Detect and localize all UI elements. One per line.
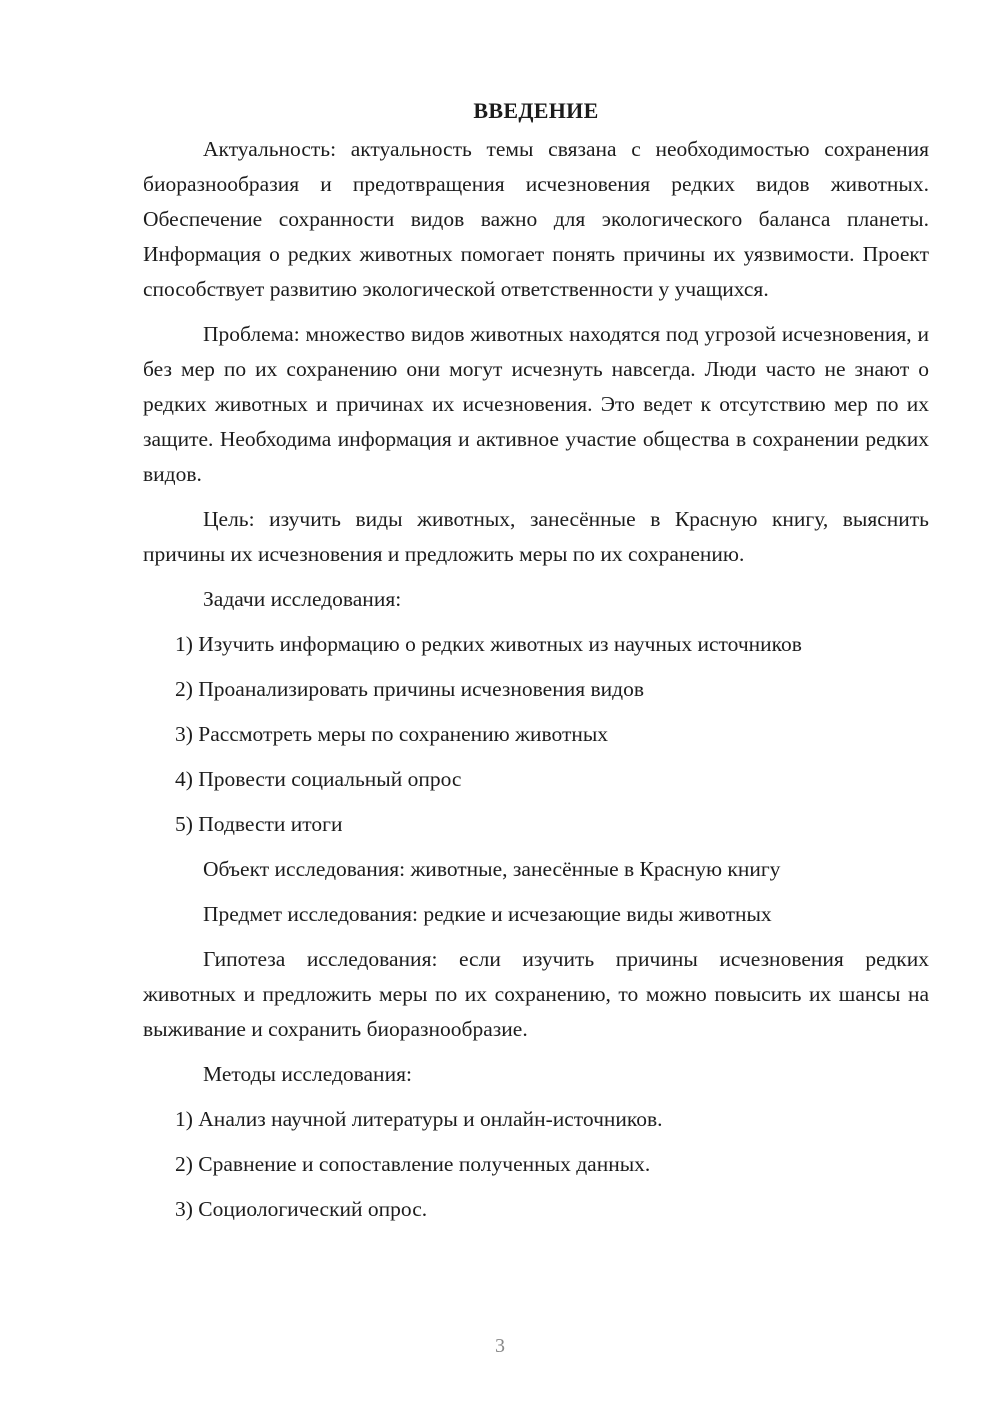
task-item: 5) Подвести итоги	[175, 812, 343, 836]
problem-paragraph: Проблема: множество видов животных находятся под угрозой исчезновения, и без мер по их сохранению они могут исчезнуть навсегда. Люди часто не знают о редких животных и причинах их исчезновения. Это ведет к отсутствию мер по их защите. Необходима информация и активное участие общества в сохранении редких видов.	[143, 322, 929, 486]
research-subject: Предмет исследования: редкие и исчезающие виды животных	[203, 902, 772, 926]
hypothesis-paragraph: Гипотеза исследования: если изучить причины исчезновения редких животных и предложить меры по их сохранению, то можно повысить их шансы на выживание и сохранить биоразнообразие.	[143, 947, 929, 1041]
page-number: 3	[495, 1335, 505, 1357]
task-item: 2) Проанализировать причины исчезновения видов	[175, 677, 644, 701]
relevance-paragraph: Актуальность: актуальность темы связана с необходимостью сохранения биоразнообразия и предотвращения исчезновения редких видов животных. Обеспечение сохранности видов важно для экологического баланса планеты. Информация о редких животных помогает понять причины их уязвимости. Проект способствует развитию экологической ответственности у учащихся.	[143, 137, 929, 301]
section-title: ВВЕДЕНИЕ	[473, 98, 599, 123]
goal-paragraph: Цель: изучить виды животных, занесённые в Красную книгу, выяснить причины их исчезновения и предложить меры по их сохранению.	[143, 507, 929, 566]
task-item: 3) Рассмотреть меры по сохранению животных	[175, 722, 609, 746]
method-item: 1) Анализ научной литературы и онлайн-источников.	[175, 1107, 663, 1131]
methods-heading: Методы исследования:	[203, 1062, 412, 1086]
task-item: 1) Изучить информацию о редких животных из научных источников	[175, 632, 802, 656]
research-object: Объект исследования: животные, занесённые в Красную книгу	[203, 857, 781, 881]
tasks-heading: Задачи исследования:	[203, 587, 402, 611]
method-item: 2) Сравнение и сопоставление полученных данных.	[175, 1152, 651, 1176]
document-page	[143, 96, 929, 1237]
task-item: 4) Провести социальный опрос	[175, 767, 462, 791]
method-item: 3) Социологический опрос.	[175, 1197, 428, 1221]
